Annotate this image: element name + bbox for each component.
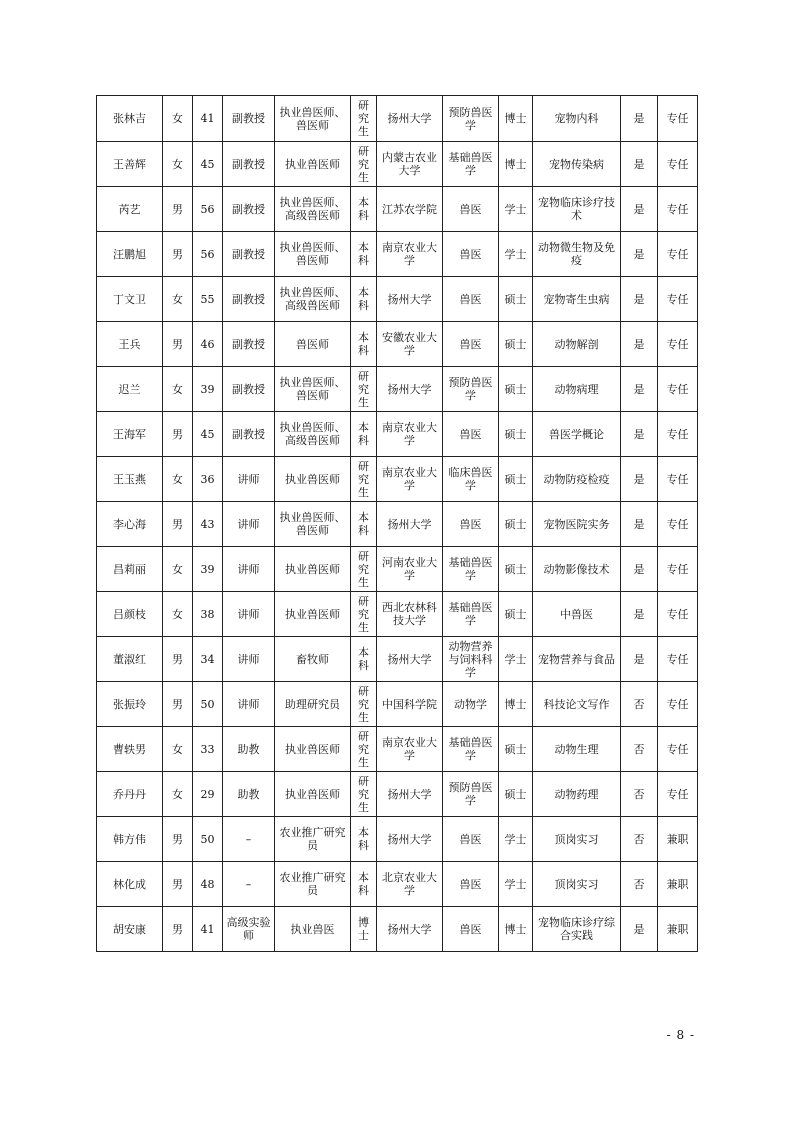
cell-gender: 男 <box>163 412 193 457</box>
table-row <box>97 682 698 727</box>
cell-title: 副教授 <box>223 277 275 322</box>
cell-major: 基础兽医学 <box>443 547 499 592</box>
cell-qualification: 农业推广研究员 <box>275 862 351 907</box>
cell-gender: 男 <box>163 232 193 277</box>
cell-school: 南京农业大学 <box>377 412 443 457</box>
cell-education: 研究生 <box>351 727 377 772</box>
cell-degree: 硕士 <box>499 277 533 322</box>
cell-name: 胡安康 <box>97 907 163 952</box>
cell-education: 研究生 <box>351 367 377 412</box>
cell-name: 汪鹏旭 <box>97 232 163 277</box>
cell-gender: 男 <box>163 502 193 547</box>
cell-double-qualified: 是 <box>621 637 658 682</box>
cell-course: 顶岗实习 <box>533 817 621 862</box>
cell-gender: 男 <box>163 817 193 862</box>
cell-major: 兽医 <box>443 277 499 322</box>
cell-title: 讲师 <box>223 682 275 727</box>
cell-major: 兽医 <box>443 232 499 277</box>
table-row <box>97 592 698 637</box>
cell-major: 动物学 <box>443 682 499 727</box>
cell-type: 专任 <box>658 547 698 592</box>
table-row <box>97 96 698 142</box>
cell-double-qualified: 否 <box>621 862 658 907</box>
page-number: - 8 - <box>666 1028 695 1042</box>
cell-education: 本科 <box>351 502 377 547</box>
table-row <box>97 727 698 772</box>
table-row <box>97 412 698 457</box>
cell-age: 45 <box>193 142 223 187</box>
cell-name: 昌莉丽 <box>97 547 163 592</box>
table-row <box>97 817 698 862</box>
cell-school: 安徽农业大学 <box>377 322 443 367</box>
cell-course: 宠物医院实务 <box>533 502 621 547</box>
cell-course: 宠物营养与食品 <box>533 637 621 682</box>
table-row <box>97 457 698 502</box>
cell-gender: 男 <box>163 862 193 907</box>
cell-course: 动物微生物及免疫 <box>533 232 621 277</box>
cell-education: 研究生 <box>351 96 377 142</box>
cell-name: 乔丹丹 <box>97 772 163 817</box>
cell-qualification: 畜牧师 <box>275 637 351 682</box>
cell-double-qualified: 是 <box>621 322 658 367</box>
table-row <box>97 637 698 682</box>
cell-type: 专任 <box>658 367 698 412</box>
cell-major: 临床兽医学 <box>443 457 499 502</box>
cell-age: 45 <box>193 412 223 457</box>
cell-title: 副教授 <box>223 142 275 187</box>
cell-qualification: 执业兽医师、高级兽医师 <box>275 187 351 232</box>
cell-age: 38 <box>193 592 223 637</box>
cell-title: 讲师 <box>223 502 275 547</box>
cell-type: 专任 <box>658 592 698 637</box>
cell-type: 专任 <box>658 457 698 502</box>
cell-age: 36 <box>193 457 223 502</box>
cell-school: 扬州大学 <box>377 96 443 142</box>
cell-qualification: 执业兽医师、兽医师 <box>275 96 351 142</box>
table-row <box>97 547 698 592</box>
cell-major: 基础兽医学 <box>443 727 499 772</box>
cell-major: 兽医 <box>443 322 499 367</box>
cell-name: 王海军 <box>97 412 163 457</box>
cell-school: 中国科学院 <box>377 682 443 727</box>
cell-degree: 学士 <box>499 187 533 232</box>
cell-course: 动物影像技术 <box>533 547 621 592</box>
cell-gender: 男 <box>163 187 193 232</box>
cell-double-qualified: 是 <box>621 502 658 547</box>
cell-education: 本科 <box>351 187 377 232</box>
cell-degree: 硕士 <box>499 367 533 412</box>
cell-degree: 硕士 <box>499 412 533 457</box>
cell-degree: 硕士 <box>499 772 533 817</box>
cell-school: 南京农业大学 <box>377 232 443 277</box>
cell-major: 兽医 <box>443 817 499 862</box>
cell-double-qualified: 是 <box>621 547 658 592</box>
cell-school: 西北农林科技大学 <box>377 592 443 637</box>
cell-course: 宠物寄生虫病 <box>533 277 621 322</box>
cell-double-qualified: 是 <box>621 457 658 502</box>
cell-qualification: 农业推广研究员 <box>275 817 351 862</box>
cell-gender: 女 <box>163 277 193 322</box>
cell-qualification: 执业兽医师、兽医师 <box>275 502 351 547</box>
cell-type: 专任 <box>658 96 698 142</box>
cell-age: 46 <box>193 322 223 367</box>
cell-type: 兼职 <box>658 907 698 952</box>
cell-name: 王玉燕 <box>97 457 163 502</box>
cell-double-qualified: 是 <box>621 142 658 187</box>
cell-type: 专任 <box>658 187 698 232</box>
cell-name: 曹轶男 <box>97 727 163 772</box>
table-row <box>97 187 698 232</box>
cell-age: 29 <box>193 772 223 817</box>
cell-qualification: 兽医师 <box>275 322 351 367</box>
cell-double-qualified: 否 <box>621 817 658 862</box>
cell-double-qualified: 是 <box>621 232 658 277</box>
cell-gender: 女 <box>163 142 193 187</box>
cell-age: 41 <box>193 907 223 952</box>
cell-major: 动物营养与饲料科学 <box>443 637 499 682</box>
cell-title: 副教授 <box>223 412 275 457</box>
cell-name: 韩方伟 <box>97 817 163 862</box>
cell-degree: 博士 <box>499 96 533 142</box>
cell-double-qualified: 否 <box>621 727 658 772</box>
cell-age: 48 <box>193 862 223 907</box>
cell-major: 预防兽医学 <box>443 772 499 817</box>
cell-degree: 硕士 <box>499 592 533 637</box>
cell-title: 副教授 <box>223 96 275 142</box>
cell-title: 副教授 <box>223 187 275 232</box>
cell-age: 55 <box>193 277 223 322</box>
cell-school: 扬州大学 <box>377 817 443 862</box>
table-row <box>97 502 698 547</box>
cell-school: 江苏农学院 <box>377 187 443 232</box>
cell-qualification: 执业兽医 <box>275 907 351 952</box>
cell-double-qualified: 是 <box>621 592 658 637</box>
cell-type: 专任 <box>658 502 698 547</box>
cell-name: 芮艺 <box>97 187 163 232</box>
cell-type: 兼职 <box>658 862 698 907</box>
cell-school: 扬州大学 <box>377 637 443 682</box>
cell-major: 基础兽医学 <box>443 592 499 637</box>
cell-education: 研究生 <box>351 682 377 727</box>
cell-school: 南京农业大学 <box>377 457 443 502</box>
cell-degree: 硕士 <box>499 322 533 367</box>
cell-age: 41 <box>193 96 223 142</box>
cell-education: 本科 <box>351 637 377 682</box>
cell-education: 本科 <box>351 322 377 367</box>
cell-school: 扬州大学 <box>377 907 443 952</box>
cell-qualification: 执业兽医师 <box>275 142 351 187</box>
cell-age: 33 <box>193 727 223 772</box>
cell-type: 专任 <box>658 232 698 277</box>
cell-major: 基础兽医学 <box>443 142 499 187</box>
table-row <box>97 142 698 187</box>
cell-title: 讲师 <box>223 637 275 682</box>
cell-degree: 硕士 <box>499 502 533 547</box>
cell-type: 专任 <box>658 322 698 367</box>
cell-name: 李心海 <box>97 502 163 547</box>
cell-title: 讲师 <box>223 592 275 637</box>
cell-school: 河南农业大学 <box>377 547 443 592</box>
cell-course: 科技论文写作 <box>533 682 621 727</box>
cell-education: 本科 <box>351 817 377 862</box>
cell-degree: 学士 <box>499 232 533 277</box>
cell-title: 副教授 <box>223 367 275 412</box>
cell-name: 迟兰 <box>97 367 163 412</box>
cell-title: 副教授 <box>223 232 275 277</box>
table-row <box>97 862 698 907</box>
cell-age: 34 <box>193 637 223 682</box>
cell-course: 宠物传染病 <box>533 142 621 187</box>
table-row <box>97 772 698 817</box>
cell-type: 专任 <box>658 277 698 322</box>
table-row <box>97 322 698 367</box>
cell-school: 扬州大学 <box>377 367 443 412</box>
cell-gender: 女 <box>163 547 193 592</box>
cell-name: 董淑红 <box>97 637 163 682</box>
cell-age: 50 <box>193 817 223 862</box>
table-row <box>97 367 698 412</box>
cell-double-qualified: 是 <box>621 96 658 142</box>
cell-double-qualified: 是 <box>621 187 658 232</box>
cell-degree: 博士 <box>499 682 533 727</box>
cell-major: 兽医 <box>443 502 499 547</box>
cell-gender: 女 <box>163 367 193 412</box>
cell-course: 动物生理 <box>533 727 621 772</box>
cell-gender: 女 <box>163 727 193 772</box>
cell-major: 兽医 <box>443 187 499 232</box>
cell-school: 内蒙古农业大学 <box>377 142 443 187</box>
cell-name: 林化成 <box>97 862 163 907</box>
cell-name: 丁文卫 <box>97 277 163 322</box>
cell-degree: 学士 <box>499 862 533 907</box>
cell-gender: 女 <box>163 592 193 637</box>
cell-school: 北京农业大学 <box>377 862 443 907</box>
cell-course: 兽医学概论 <box>533 412 621 457</box>
cell-type: 专任 <box>658 772 698 817</box>
cell-name: 张林吉 <box>97 96 163 142</box>
cell-age: 50 <box>193 682 223 727</box>
cell-age: 56 <box>193 187 223 232</box>
cell-name: 王兵 <box>97 322 163 367</box>
cell-degree: 学士 <box>499 817 533 862</box>
cell-type: 专任 <box>658 682 698 727</box>
cell-major: 预防兽医学 <box>443 367 499 412</box>
cell-gender: 女 <box>163 96 193 142</box>
cell-name: 吕颜枝 <box>97 592 163 637</box>
cell-qualification: 执业兽医师 <box>275 547 351 592</box>
cell-qualification: 执业兽医师 <box>275 457 351 502</box>
cell-gender: 男 <box>163 637 193 682</box>
cell-school: 扬州大学 <box>377 502 443 547</box>
cell-age: 39 <box>193 547 223 592</box>
cell-double-qualified: 是 <box>621 412 658 457</box>
cell-title: 助教 <box>223 727 275 772</box>
cell-education: 研究生 <box>351 457 377 502</box>
cell-education: 本科 <box>351 412 377 457</box>
cell-qualification: 执业兽医师、高级兽医师 <box>275 277 351 322</box>
cell-qualification: 执业兽医师、兽医师 <box>275 367 351 412</box>
cell-degree: 博士 <box>499 907 533 952</box>
cell-double-qualified: 是 <box>621 277 658 322</box>
cell-course: 动物防疫检疫 <box>533 457 621 502</box>
cell-course: 宠物内科 <box>533 96 621 142</box>
cell-title: 讲师 <box>223 547 275 592</box>
cell-title: – <box>223 817 275 862</box>
cell-major: 兽医 <box>443 862 499 907</box>
cell-school: 南京农业大学 <box>377 727 443 772</box>
cell-type: 专任 <box>658 727 698 772</box>
cell-education: 本科 <box>351 862 377 907</box>
cell-type: 专任 <box>658 412 698 457</box>
cell-degree: 硕士 <box>499 727 533 772</box>
table-row <box>97 277 698 322</box>
cell-major: 兽医 <box>443 907 499 952</box>
cell-qualification: 助理研究员 <box>275 682 351 727</box>
cell-education: 研究生 <box>351 772 377 817</box>
cell-name: 张振玲 <box>97 682 163 727</box>
cell-title: – <box>223 862 275 907</box>
cell-double-qualified: 否 <box>621 772 658 817</box>
cell-degree: 博士 <box>499 142 533 187</box>
cell-school: 扬州大学 <box>377 277 443 322</box>
cell-name: 王善辉 <box>97 142 163 187</box>
staff-table-body <box>97 96 698 952</box>
cell-gender: 女 <box>163 772 193 817</box>
cell-title: 高级实验师 <box>223 907 275 952</box>
cell-education: 研究生 <box>351 142 377 187</box>
cell-course: 动物病理 <box>533 367 621 412</box>
cell-gender: 女 <box>163 457 193 502</box>
cell-course: 动物药理 <box>533 772 621 817</box>
cell-degree: 硕士 <box>499 547 533 592</box>
cell-course: 动物解剖 <box>533 322 621 367</box>
cell-course: 宠物临床诊疗综合实践 <box>533 907 621 952</box>
cell-qualification: 执业兽医师 <box>275 772 351 817</box>
cell-qualification: 执业兽医师 <box>275 592 351 637</box>
table-row <box>97 232 698 277</box>
cell-double-qualified: 否 <box>621 682 658 727</box>
cell-qualification: 执业兽医师、兽医师 <box>275 232 351 277</box>
cell-education: 博士 <box>351 907 377 952</box>
cell-gender: 男 <box>163 682 193 727</box>
cell-type: 专任 <box>658 637 698 682</box>
cell-degree: 硕士 <box>499 457 533 502</box>
cell-education: 研究生 <box>351 592 377 637</box>
cell-education: 本科 <box>351 232 377 277</box>
cell-gender: 男 <box>163 322 193 367</box>
cell-course: 宠物临床诊疗技术 <box>533 187 621 232</box>
table-row <box>97 907 698 952</box>
staff-table <box>96 95 698 952</box>
cell-school: 扬州大学 <box>377 772 443 817</box>
cell-double-qualified: 是 <box>621 367 658 412</box>
cell-qualification: 执业兽医师、高级兽医师 <box>275 412 351 457</box>
cell-type: 专任 <box>658 142 698 187</box>
cell-course: 顶岗实习 <box>533 862 621 907</box>
cell-age: 43 <box>193 502 223 547</box>
cell-title: 助教 <box>223 772 275 817</box>
cell-qualification: 执业兽医师 <box>275 727 351 772</box>
cell-degree: 学士 <box>499 637 533 682</box>
cell-gender: 男 <box>163 907 193 952</box>
cell-major: 兽医 <box>443 412 499 457</box>
cell-education: 本科 <box>351 277 377 322</box>
cell-course: 中兽医 <box>533 592 621 637</box>
cell-major: 预防兽医学 <box>443 96 499 142</box>
cell-type: 兼职 <box>658 817 698 862</box>
cell-age: 56 <box>193 232 223 277</box>
cell-age: 39 <box>193 367 223 412</box>
cell-title: 副教授 <box>223 322 275 367</box>
cell-title: 讲师 <box>223 457 275 502</box>
cell-double-qualified: 是 <box>621 907 658 952</box>
cell-education: 研究生 <box>351 547 377 592</box>
